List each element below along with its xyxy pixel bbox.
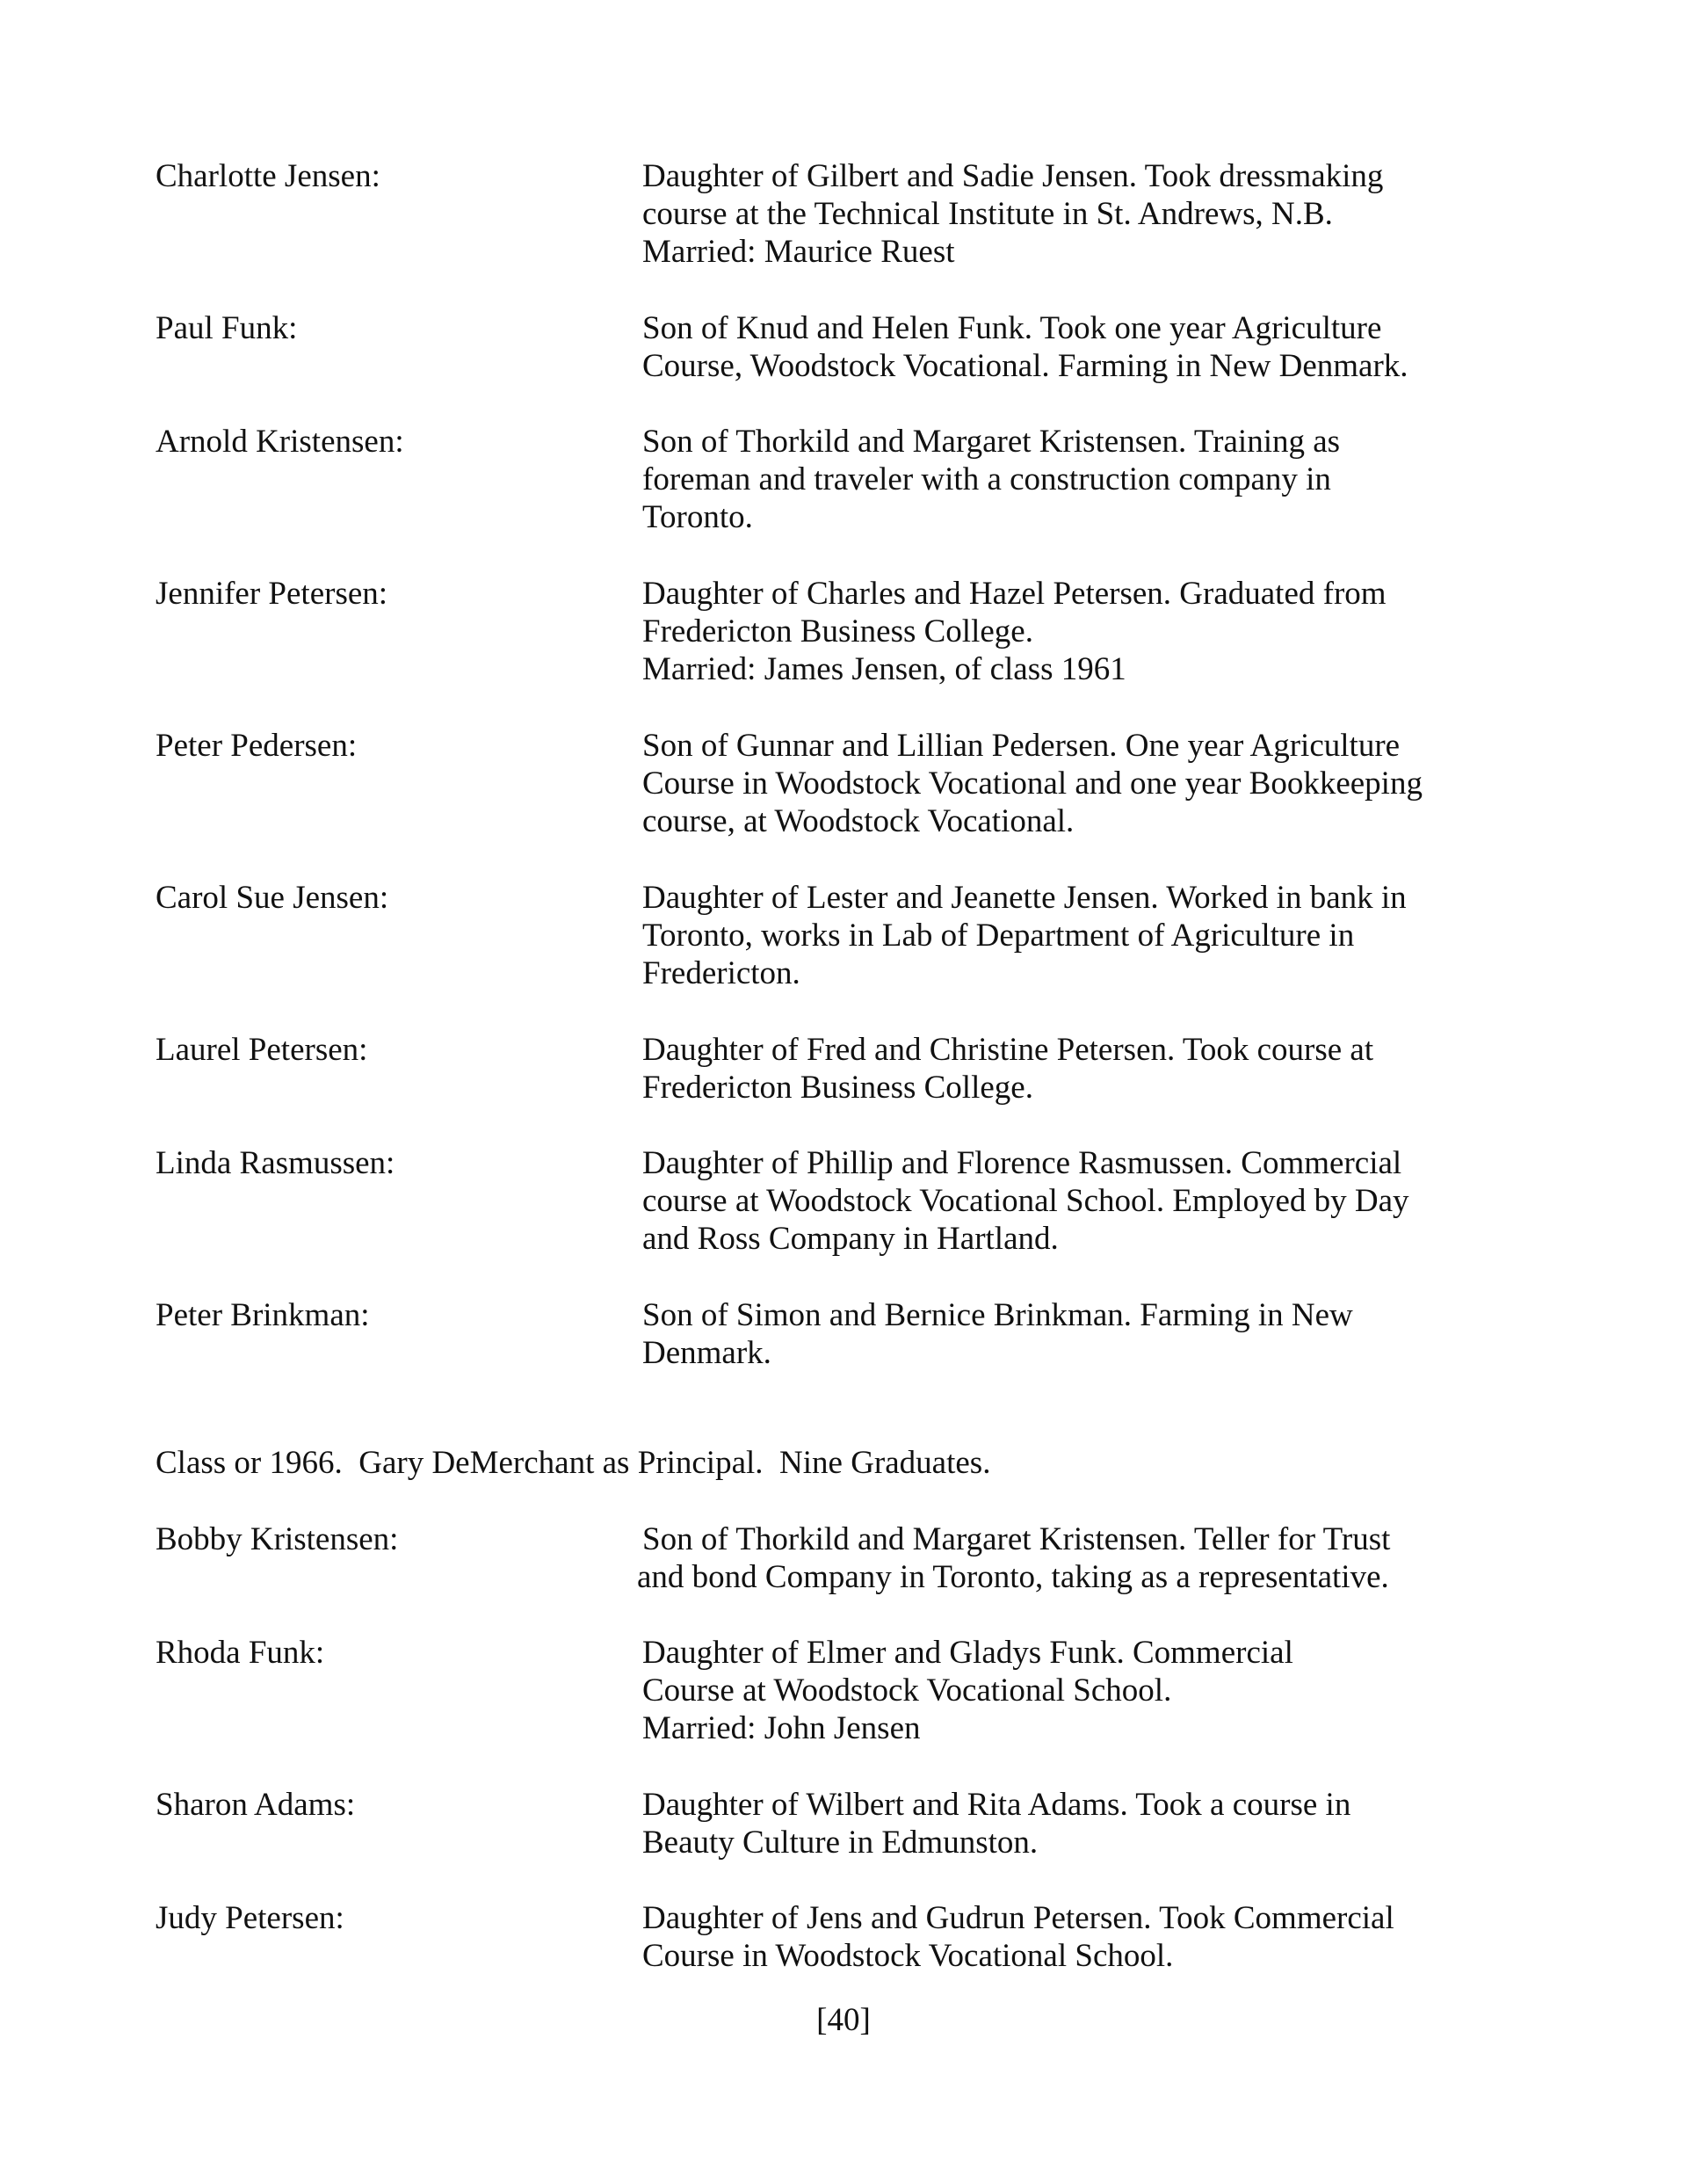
description-line: course at the Technical Institute in St. Andrews, N.B. xyxy=(642,196,1333,232)
description-line: Fredericton. xyxy=(642,955,800,991)
graduate-description xyxy=(642,157,1521,271)
graduate-name: Rhoda Funk: xyxy=(156,1635,325,1671)
description-line: Married: John Jensen xyxy=(642,1710,921,1746)
graduate-name: Arnold Kristensen: xyxy=(156,424,404,460)
description-line: Course at Woodstock Vocational School. xyxy=(642,1672,1172,1709)
description-line: Daughter of Jens and Gudrun Petersen. Took Commercial xyxy=(642,1900,1394,1936)
graduate-name: Linda Rasmussen: xyxy=(156,1145,395,1181)
description-line: Married: James Jensen, of class 1961 xyxy=(642,651,1126,687)
description-line: Denmark. xyxy=(642,1335,771,1371)
description-line: Fredericton Business College. xyxy=(642,1070,1033,1106)
graduate-description xyxy=(642,1296,1521,1372)
description-line: Daughter of Lester and Jeanette Jensen. Worked in bank in xyxy=(642,880,1407,916)
description-line: Course in Woodstock Vocational and one year Bookkeeping xyxy=(642,765,1423,802)
description-line: Son of Simon and Bernice Brinkman. Farming in New xyxy=(642,1297,1353,1333)
graduate-name: Bobby Kristensen: xyxy=(156,1521,399,1557)
graduate-description xyxy=(642,1144,1521,1258)
graduate-description xyxy=(642,423,1521,536)
graduate-description xyxy=(642,575,1521,688)
graduate-description xyxy=(642,727,1521,840)
graduate-name: Sharon Adams: xyxy=(156,1787,356,1823)
description-line: Daughter of Elmer and Gladys Funk. Commercial xyxy=(642,1635,1293,1671)
graduate-description xyxy=(642,1786,1521,1861)
description-line: Toronto. xyxy=(642,499,753,535)
graduate-description xyxy=(642,1634,1521,1747)
graduate-name: Paul Funk: xyxy=(156,310,298,346)
description-line: and Ross Company in Hartland. xyxy=(642,1221,1059,1257)
class-heading: Class or 1966. Gary DeMerchant as Principal. Nine Graduates. xyxy=(156,1445,991,1481)
graduate-name: Peter Pedersen: xyxy=(156,728,358,764)
graduate-name: Laurel Petersen: xyxy=(156,1032,368,1068)
description-line: Daughter of Charles and Hazel Petersen. Graduated from xyxy=(642,576,1387,612)
graduate-description xyxy=(642,1031,1521,1107)
description-line: Daughter of Gilbert and Sadie Jensen. Took dressmaking xyxy=(642,158,1384,194)
description-line: course at Woodstock Vocational School. Employed by Day xyxy=(642,1183,1409,1219)
graduate-description xyxy=(642,879,1521,992)
graduate-name: Judy Petersen: xyxy=(156,1900,344,1936)
graduate-description xyxy=(637,1520,1521,1596)
graduate-name: Jennifer Petersen: xyxy=(156,576,388,612)
description-line: foreman and traveler with a construction company in xyxy=(642,461,1331,497)
graduate-description xyxy=(642,1899,1521,1975)
description-line: Son of Thorkild and Margaret Kristensen. Training as xyxy=(642,424,1341,460)
description-line: Son of Thorkild and Margaret Kristensen. Teller for Trust xyxy=(642,1521,1391,1557)
description-line: Course in Woodstock Vocational School. xyxy=(642,1938,1174,1974)
description-line: Beauty Culture in Edmunston. xyxy=(642,1825,1039,1861)
description-line: Daughter of Phillip and Florence Rasmussen. Commercial xyxy=(642,1145,1402,1181)
description-line: and bond Company in Toronto, taking as a representative. xyxy=(637,1559,1389,1595)
graduate-description xyxy=(642,309,1521,385)
description-line: Fredericton Business College. xyxy=(642,613,1033,649)
description-line: Married: Maurice Ruest xyxy=(642,234,955,270)
description-line: Toronto, works in Lab of Department of Agriculture in xyxy=(642,918,1355,954)
description-line: Daughter of Fred and Christine Petersen. Took course at xyxy=(642,1032,1374,1068)
description-line: Daughter of Wilbert and Rita Adams. Took a course in xyxy=(642,1787,1351,1823)
page-number: [40] xyxy=(816,2002,871,2038)
description-line: Son of Gunnar and Lillian Pedersen. One year Agriculture xyxy=(642,728,1401,764)
description-line: Son of Knud and Helen Funk. Took one year Agriculture xyxy=(642,310,1382,346)
graduate-name: Charlotte Jensen: xyxy=(156,158,380,194)
description-line: course, at Woodstock Vocational. xyxy=(642,803,1075,839)
graduate-name: Carol Sue Jensen: xyxy=(156,880,389,916)
graduate-name: Peter Brinkman: xyxy=(156,1297,370,1333)
description-line: Course, Woodstock Vocational. Farming in New Denmark. xyxy=(642,348,1408,384)
